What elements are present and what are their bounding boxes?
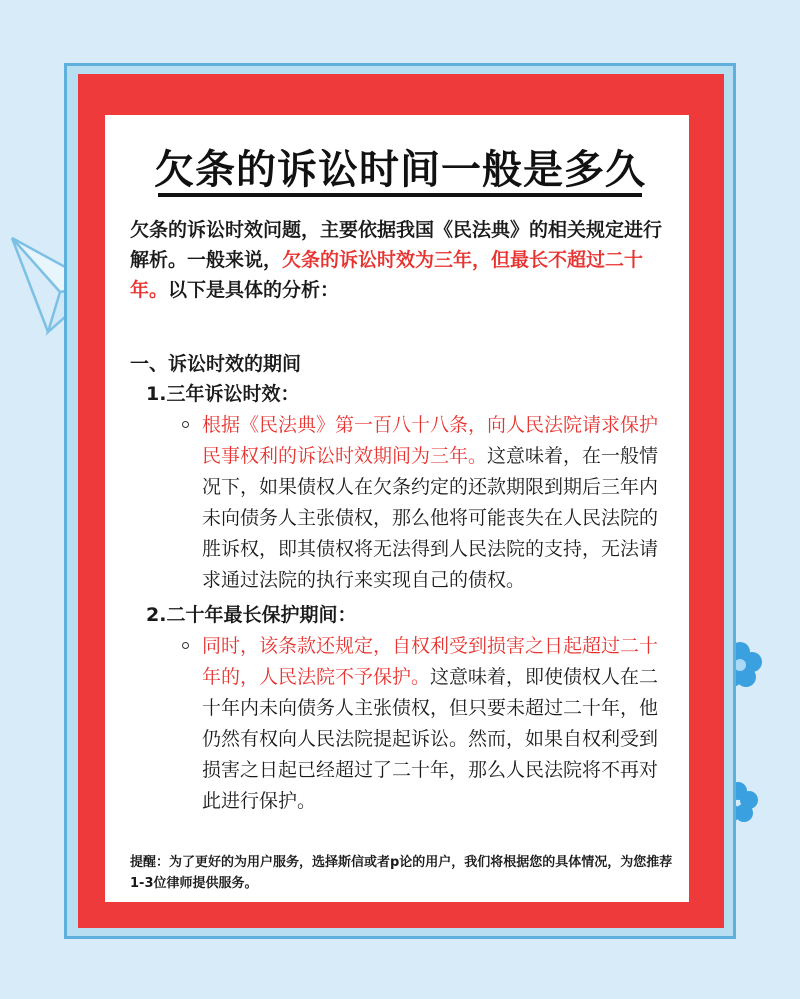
bullet-text: 这意味着，即使债权人在二十年内未向债务人主张债权，但只要未超过二十年，他仍然有权向人民法院提起诉讼。然而，如果自权利受到损害之日起已经超过了二十年，那么人民法院将不再对此进行保护。 [202,666,659,812]
intro-text-end: 以下是具体的分析： [168,279,340,301]
bullet-highlight: 同时，该条款还规定，自权利受到损害之日起超过二十年的，人民法院不予保护。 [202,635,659,688]
bullet-circle-icon [182,421,189,428]
intro-highlight: 欠条的诉讼时效为三年，但最长不超过二十年。 [130,249,644,301]
intro-paragraph [130,215,670,305]
article-body [130,215,670,817]
reminder-note: 提醒：为了更好的为用户服务，选择斯信或者p论的用户，我们将根据您的具体情况，为您推荐1-3位律师提供服务。 [130,855,673,891]
section-heading: 一、诉讼时效的期间 [130,353,302,375]
title-underline [158,193,642,197]
bullet-text: 这意味着，在一般情况下，如果债权人在欠条约定的还款期限到期后三年内未向债务人主张债权，那么他将可能丧失在人民法院的胜诉权，即其债权将无法得到人民法院的支持，无法请求通过法院的执行来实现自己的债权。 [202,445,659,591]
bullet-highlight: 根据《民法典》第一百八十八条，向人民法院请求保护民事权利的诉讼时效期间为三年。 [202,414,659,467]
sub-heading-2: 2.二十年最长保护期间： [146,604,357,626]
intro-text: 欠条的诉讼时效问题，主要依据我国《民法典》的相关规定进行解析。一般来说， [130,219,663,271]
page-title: 欠条的诉讼时间一般是多久 [154,147,646,193]
bullet-item-2 [202,631,670,817]
bullet-item-1 [202,410,670,596]
sub-heading-1: 1.三年诉讼时效： [146,383,300,405]
bullet-circle-icon [182,642,189,649]
